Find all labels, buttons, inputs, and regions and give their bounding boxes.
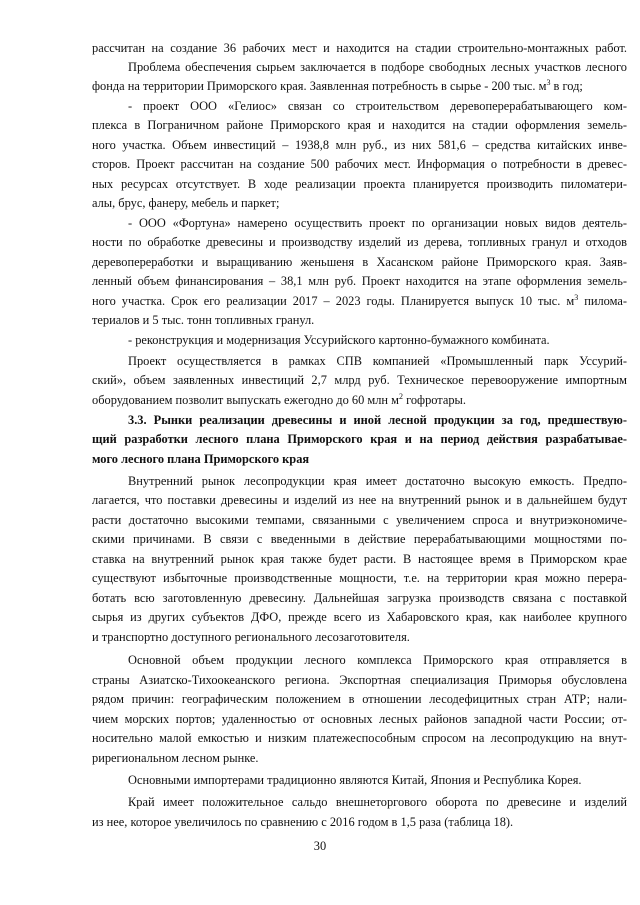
text-line: лагается, что поставки древесины и изделий из нее на внутренний рынок и в дальнейшем будут: [92, 493, 627, 507]
text-line: ский», объем заявленных инвестиций 2,7 млрд руб. Техническое перевооружение импортным: [92, 373, 627, 387]
text-line: рирегиональном лесном рынке.: [92, 751, 259, 765]
text-line: - ООО «Фортуна» намерено осуществить проект по организации новых видов деятель-: [128, 216, 627, 230]
text-line: чием морских портов; удаленностью от основных лесных районов западной части России; от-: [92, 712, 627, 726]
text-line: ленный объем финансирования – 38,1 млн руб. Проект находится на этапе оформления земель-: [92, 274, 627, 288]
text-line: териалов и 5 тыс. тонн топливных гранул.: [92, 313, 315, 327]
section-heading-line: мого лесного плана Приморского края: [92, 452, 310, 466]
text-line: - проект ООО «Гелиос» связан со строительством деревоперерабатывающего ком-: [128, 99, 627, 113]
text-line: сторов. Проект рассчитан на создание 500 рабочих мест. Информация о потребности в древес-: [92, 157, 627, 171]
text-line: ности по обработке древесины и производству изделий из дерева, топливных гранул и отходов: [92, 235, 627, 249]
text-line: - реконструкция и модернизация Уссурийского картонно-бумажного комбината.: [128, 333, 550, 347]
text-line: Основной объем продукции лесного комплекса Приморского края отправляется в: [128, 653, 627, 667]
page-number: 30: [313, 839, 327, 853]
text-line: плекса в Пограничном районе Приморского края и находится на стадии оформления земель-: [92, 118, 627, 132]
text-line: Основными импортерами традиционно являются Китай, Япония и Республика Корея.: [128, 773, 582, 787]
text-line: ного участка. Объем инвестиций – 1938,8 млн руб., из них 581,6 – средства китайских инве-: [92, 138, 627, 152]
text-line: Проект осуществляется в рамках СПВ компанией «Промышленный парк Уссурий-: [128, 354, 627, 368]
text-line: носительно малой емкостью и низким платежеспособным спросом на лесопродукцию на внут-: [92, 731, 627, 745]
text-line: Край имеет положительное сальдо внешнеторгового оборота по древесине и изделий: [128, 795, 627, 809]
text-line: фонда на территории Приморского края. Заявленная потребность в сырье - 200 тыс. $м^3$ в год;: [92, 78, 583, 93]
text-line: Проблема обеспечения сырьем заключается в подборе свободных лесных участков лесного: [128, 60, 627, 74]
text-line: существуют избыточные производственные мощности, т.е. на территории края можно перера-: [92, 571, 627, 585]
text-line: ботать всю заготовленную древесину. Дальнейшая загрузка производств связана с поставкой: [92, 591, 627, 605]
text-line: расти достаточно высокими темпами, связанными с увеличением спроса и внутриэкономиче-: [92, 513, 627, 527]
section-heading-line: щий разработки лесного плана Приморского края и на период действия разрабатывае-: [92, 432, 627, 446]
text-line: оборудованием позволит выпускать ежегодно до 60 млн $м^2$ гофротары.: [92, 392, 466, 407]
text-line: сырья из других субъектов ДФО, прежде всего из Хабаровского края, как наиболее крупного: [92, 610, 627, 624]
text-line: ных ресурсах отсутствует. В ходе реализации проекта планируется производить пиломатери-: [92, 177, 627, 191]
text-line: деревопереработки и выращиванию женьшеня в Хасанском районе Приморского края. Заяв-: [92, 255, 627, 269]
text-line: ставка на внутренний рынок края также будет расти. В настоящее время в Приморском крае: [92, 552, 627, 566]
text-line: скими причинами. В связи с введенными в действие перерабатывающими мощностями по-: [92, 532, 627, 546]
text-line: Внутренний рынок лесопродукции края имеет достаточно высокую емкость. Предпо-: [128, 474, 627, 488]
text-line: из нее, которое увеличилось по сравнению с 2016 годом в 1,5 раза (таблица 18).: [92, 815, 514, 829]
section-heading-line: 3.3. Рынки реализации древесины и иной лесной продукции за год, предшествую-: [128, 413, 627, 427]
text-line: рядом причин: географическим положением в отношении лесодефицитных стран АТР; нали-: [92, 692, 627, 706]
text-line: страны Азиатско-Тихоокеанского региона. Экспортная специализация Приморья обусловлена: [92, 673, 627, 687]
text-line: алы, брус, фанеру, мебель и паркет;: [92, 196, 280, 210]
text-line: ного участка. Срок его реализации 2017 – 2023 годы. Планируется выпуск 10 тыс. $м^3$ пилома-: [92, 293, 627, 308]
text-line: и транспортно доступного регионального лесозаготовителя.: [92, 630, 410, 644]
text-line: рассчитан на создание 36 рабочих мест и находится на стадии строительно-монтажных работ.: [92, 41, 627, 55]
